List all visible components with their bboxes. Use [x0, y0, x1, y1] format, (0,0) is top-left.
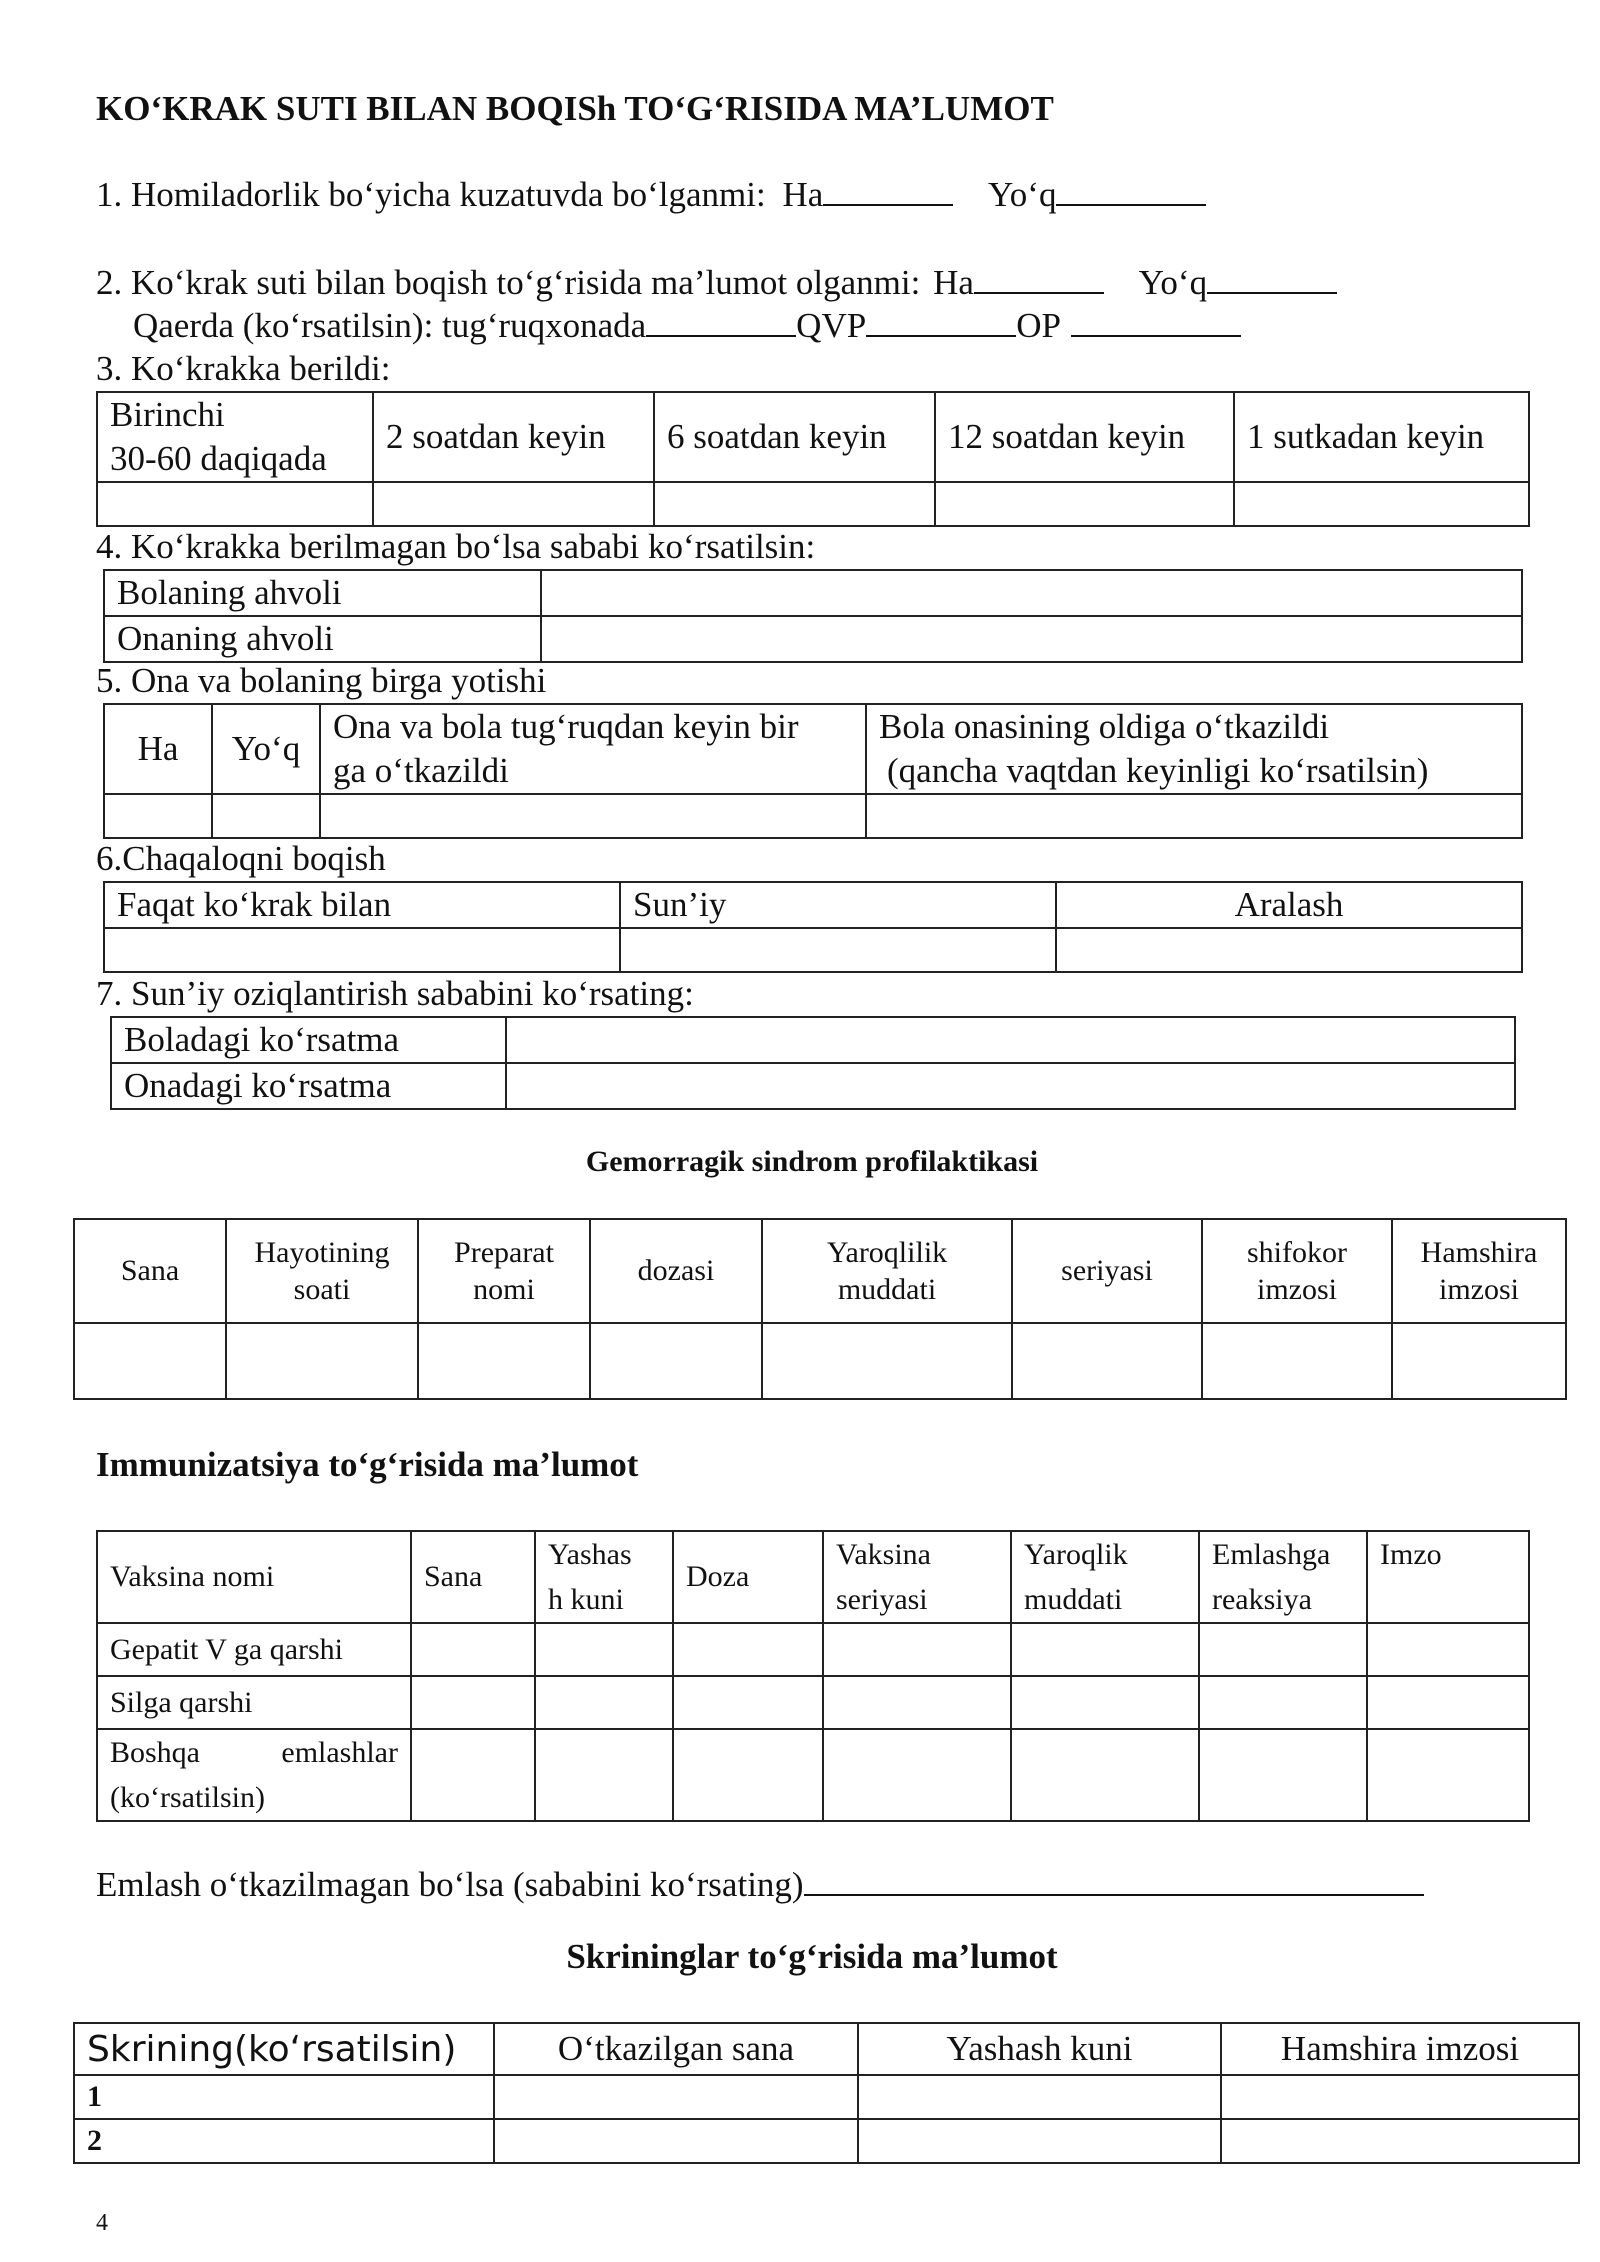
- question-2-where: [133, 305, 1241, 347]
- header-text: imzosi: [1439, 1273, 1519, 1306]
- q2-maternity-field[interactable]: [646, 305, 796, 337]
- question-6-label: 6.Chaqaloqni boqish: [96, 839, 386, 878]
- hemorrhagic-header-expiry: [762, 1219, 1012, 1323]
- screening-cell[interactable]: [494, 2075, 858, 2119]
- vaccine-cell[interactable]: [1011, 1729, 1199, 1821]
- header-text: muddati: [837, 1273, 937, 1306]
- vaccine-cell[interactable]: [535, 1676, 673, 1729]
- breastfed-table: [96, 391, 1530, 527]
- vaccine-row-other-label: [97, 1729, 411, 1821]
- header-text: Preparat: [454, 1235, 554, 1269]
- q2-no-label: Yo‘q: [1138, 263, 1208, 302]
- feeding-header-mixed: Aralash: [1056, 882, 1522, 928]
- question-1-label: 1. Homiladorlik bo‘yicha kuzatuvda bo‘lganmi:: [96, 175, 766, 214]
- vaccine-cell[interactable]: [411, 1676, 535, 1729]
- vaccine-cell[interactable]: [411, 1729, 535, 1821]
- screening-cell[interactable]: [858, 2075, 1221, 2119]
- header-text: Doza: [686, 1560, 750, 1594]
- immunization-table: [96, 1530, 1530, 1822]
- screening-header-nurse: Hamshira imzosi: [1221, 2023, 1579, 2075]
- rooming-header-transferred: [866, 704, 1522, 794]
- rooming-header-together: [320, 704, 866, 794]
- hemorrhagic-header-nurse: [1392, 1219, 1566, 1323]
- q2-qvp-field[interactable]: [866, 305, 1016, 337]
- breastfed-header-first-line2: 30-60 daqiqada: [110, 439, 327, 478]
- immunization-header-reaction: [1199, 1531, 1367, 1623]
- vaccine-cell[interactable]: [1011, 1623, 1199, 1676]
- reason-row-value[interactable]: [541, 570, 1522, 616]
- vaccine-cell[interactable]: [1011, 1676, 1199, 1729]
- reason-row-value[interactable]: [541, 616, 1522, 662]
- breastfed-header: 12 soatdan keyin: [935, 392, 1234, 482]
- vaccine-cell[interactable]: [411, 1623, 535, 1676]
- hemorrhagic-header-drug: [418, 1219, 590, 1323]
- vaccine-cell[interactable]: [823, 1676, 1011, 1729]
- breastfed-header-first-line1: Birinchi: [110, 395, 225, 435]
- other-vaccines-line2: (ko‘rsatilsin): [110, 1781, 265, 1814]
- hemorrhagic-cell[interactable]: [1202, 1323, 1392, 1399]
- header-text: h kuni: [548, 1583, 624, 1616]
- q2-yes-field[interactable]: [974, 262, 1104, 294]
- header-text: Hayotining: [254, 1235, 390, 1269]
- screening-header-date: O‘tkazilgan sana: [494, 2023, 858, 2075]
- question-1: [96, 174, 1206, 216]
- immunization-header-vaccine: [97, 1531, 411, 1623]
- vaccine-cell[interactable]: [1199, 1623, 1367, 1676]
- q1-no-label: Yo‘q: [988, 175, 1057, 214]
- vaccine-cell[interactable]: [823, 1729, 1011, 1821]
- vaccine-cell[interactable]: [1367, 1623, 1529, 1676]
- vaccine-cell[interactable]: [673, 1729, 823, 1821]
- question-2-label: 2. Ko‘krak suti bilan boqish to‘g‘risida ma’lumot olganmi:: [96, 263, 921, 302]
- screening-cell[interactable]: [1221, 2075, 1579, 2119]
- header-text: Hamshira: [1420, 1235, 1538, 1269]
- vaccination-not-done-field[interactable]: [804, 1864, 1424, 1896]
- reason-row-label: Onaning ahvoli: [104, 616, 541, 662]
- rooming-cell[interactable]: [866, 794, 1522, 838]
- breastfed-header-first: [97, 392, 373, 482]
- question-2: [96, 262, 1337, 304]
- header-text: Emlashga: [1212, 1538, 1331, 1571]
- vaccine-cell[interactable]: [535, 1623, 673, 1676]
- q1-yes-field[interactable]: [823, 174, 953, 206]
- header-text: seriyasi: [1061, 1254, 1153, 1288]
- header-text: reaksiya: [1212, 1583, 1312, 1616]
- header-text: Sana: [120, 1254, 180, 1288]
- rooming-cell[interactable]: [104, 794, 212, 838]
- vaccine-cell[interactable]: [1367, 1729, 1529, 1821]
- header-text: seriyasi: [836, 1583, 928, 1616]
- immunization-header-signature: [1367, 1531, 1529, 1623]
- immunization-header-date: [411, 1531, 535, 1623]
- indication-row-label: Boladagi ko‘rsatma: [111, 1017, 506, 1063]
- immunization-header-dose: [673, 1531, 823, 1623]
- page-number: 4: [96, 2210, 108, 2236]
- reason-row-label: Bolaning ahvoli: [104, 570, 541, 616]
- hemorrhagic-cell[interactable]: [590, 1323, 762, 1399]
- screening-section-title: Skrininglar to‘g‘risida ma’lumot: [566, 1937, 1058, 1976]
- vaccine-row-label: Silga qarshi: [97, 1676, 411, 1729]
- hemorrhagic-header-date: [74, 1219, 226, 1323]
- other-vaccines-word: emlashlar: [281, 1736, 398, 1769]
- q2-no-field[interactable]: [1207, 262, 1337, 294]
- breastfed-header: 6 soatdan keyin: [654, 392, 935, 482]
- vaccine-cell[interactable]: [673, 1676, 823, 1729]
- question-3-label: 3. Ko‘krakka berildi:: [96, 349, 391, 388]
- breastfed-cell[interactable]: [654, 482, 935, 526]
- q2-qvp-label: QVP: [796, 306, 867, 345]
- feeding-cell[interactable]: [104, 928, 620, 972]
- q2-yes-label: Ha: [933, 263, 974, 302]
- breastfed-cell[interactable]: [97, 482, 373, 526]
- hemorrhagic-cell[interactable]: [418, 1323, 590, 1399]
- rooming-header-yes: Ha: [104, 704, 212, 794]
- immunization-header-expiry: [1011, 1531, 1199, 1623]
- q2-op-label: OP: [1016, 306, 1061, 345]
- rooming-header-transferred-line2: (qancha vaqtdan keyinligi ko‘rsatilsin): [887, 750, 1429, 790]
- header-text: muddati: [1024, 1583, 1123, 1616]
- breastfed-header: 1 sutkadan keyin: [1234, 392, 1529, 482]
- artificial-feeding-reason-table: [110, 1016, 1516, 1110]
- screening-row-number: 1: [74, 2075, 494, 2119]
- hemorrhagic-header-dose: [590, 1219, 762, 1323]
- q1-yes-label: Ha: [782, 175, 824, 214]
- breastfed-cell[interactable]: [935, 482, 1234, 526]
- header-text: shifokor: [1247, 1235, 1347, 1269]
- screening-table: [73, 2022, 1580, 2164]
- feeding-cell[interactable]: [1056, 928, 1522, 972]
- immunization-header-series: [823, 1531, 1011, 1623]
- feeding-table: [103, 881, 1523, 973]
- header-text: Sana: [424, 1560, 483, 1594]
- vaccine-cell[interactable]: [673, 1623, 823, 1676]
- vaccination-not-done-label: Emlash o‘tkazilmagan bo‘lsa (sababini ko‘rsating): [96, 1865, 804, 1904]
- rooming-header-together-line2: ga o‘tkazildi: [333, 750, 509, 790]
- rooming-header-transferred-line1: Bola onasining oldiga o‘tkazildi: [879, 707, 1330, 746]
- screening-cell[interactable]: [494, 2119, 858, 2163]
- other-vaccines-word: Boshqa: [110, 1736, 200, 1769]
- rooming-in-table: [103, 703, 1523, 839]
- vaccine-cell[interactable]: [823, 1623, 1011, 1676]
- breastfed-cell[interactable]: [1234, 482, 1529, 526]
- indication-row-value[interactable]: [506, 1017, 1515, 1063]
- vaccine-cell[interactable]: [535, 1729, 673, 1821]
- screening-header-type: Skrining(ko‘rsatilsin): [74, 2023, 494, 2075]
- question-4-label: 4. Ko‘krakka berilmagan bo‘lsa sababi ko‘rsatilsin:: [96, 527, 816, 566]
- rooming-header-together-line1: Ona va bola tug‘ruqdan keyin bir: [333, 707, 799, 746]
- header-text: Yaroqlilik: [826, 1235, 948, 1269]
- header-text: imzosi: [1257, 1273, 1337, 1306]
- rooming-cell[interactable]: [212, 794, 320, 838]
- screening-cell[interactable]: [1221, 2119, 1579, 2163]
- rooming-header-no: Yo‘q: [212, 704, 320, 794]
- vaccine-cell[interactable]: [1199, 1729, 1367, 1821]
- screening-header-age-day: Yashash kuni: [858, 2023, 1221, 2075]
- header-text: nomi: [473, 1273, 535, 1306]
- other-vaccines-line1: [110, 1730, 398, 1775]
- header-text: Imzo: [1380, 1538, 1442, 1571]
- indication-row-value[interactable]: [506, 1063, 1515, 1109]
- hemorrhagic-section-title: Gemorragik sindrom profilaktikasi: [585, 1145, 1039, 1178]
- question-5-label: 5. Ona va bolaning birga yotishi: [96, 661, 547, 700]
- hemorrhagic-header-hour: [226, 1219, 418, 1323]
- header-text: Yaroqlik: [1024, 1538, 1128, 1571]
- hemorrhagic-cell[interactable]: [226, 1323, 418, 1399]
- question-7-label: 7. Sun’iy oziqlantirish sababini ko‘rsating:: [96, 974, 694, 1013]
- q2-op-field[interactable]: [1071, 305, 1241, 337]
- immunization-header-age-day: [535, 1531, 673, 1623]
- breastfed-cell[interactable]: [373, 482, 654, 526]
- hemorrhagic-header-doctor: [1202, 1219, 1392, 1323]
- not-breastfed-reason-table: [103, 569, 1523, 663]
- header-text: Vaksina nomi: [110, 1560, 275, 1594]
- header-text: dozasi: [637, 1254, 715, 1288]
- hemorrhagic-cell[interactable]: [762, 1323, 1012, 1399]
- feeding-header-breast-only: Faqat ko‘krak bilan: [104, 882, 620, 928]
- hemorrhagic-table: [73, 1218, 1567, 1400]
- vaccine-row-label: Gepatit V ga qarshi: [97, 1623, 411, 1676]
- indication-row-label: Onadagi ko‘rsatma: [111, 1063, 506, 1109]
- rooming-cell[interactable]: [320, 794, 866, 838]
- header-text: Vaksina: [836, 1538, 931, 1571]
- hemorrhagic-cell[interactable]: [1012, 1323, 1202, 1399]
- hemorrhagic-cell[interactable]: [1392, 1323, 1566, 1399]
- immunization-section-title: Immunizatsiya to‘g‘risida ma’lumot: [96, 1445, 639, 1484]
- vaccine-cell[interactable]: [1199, 1676, 1367, 1729]
- hemorrhagic-header-series: [1012, 1219, 1202, 1323]
- feeding-cell[interactable]: [620, 928, 1056, 972]
- breastfed-header: 2 soatdan keyin: [373, 392, 654, 482]
- feeding-header-artificial: Sun’iy: [620, 882, 1056, 928]
- vaccination-not-done: [96, 1864, 1424, 1906]
- q1-no-field[interactable]: [1056, 174, 1206, 206]
- q2-where-label: Qaerda (ko‘rsatilsin): tug‘ruqxonada: [133, 306, 647, 345]
- screening-cell[interactable]: [858, 2119, 1221, 2163]
- hemorrhagic-cell[interactable]: [74, 1323, 226, 1399]
- header-text: Yashas: [548, 1538, 632, 1571]
- vaccine-cell[interactable]: [1367, 1676, 1529, 1729]
- document-title: KO‘KRAK SUTI BILAN BOQISh TO‘G‘RISIDA MA’LUMOT: [96, 89, 1054, 128]
- screening-row-number: 2: [74, 2119, 494, 2163]
- header-text: soati: [293, 1273, 351, 1306]
